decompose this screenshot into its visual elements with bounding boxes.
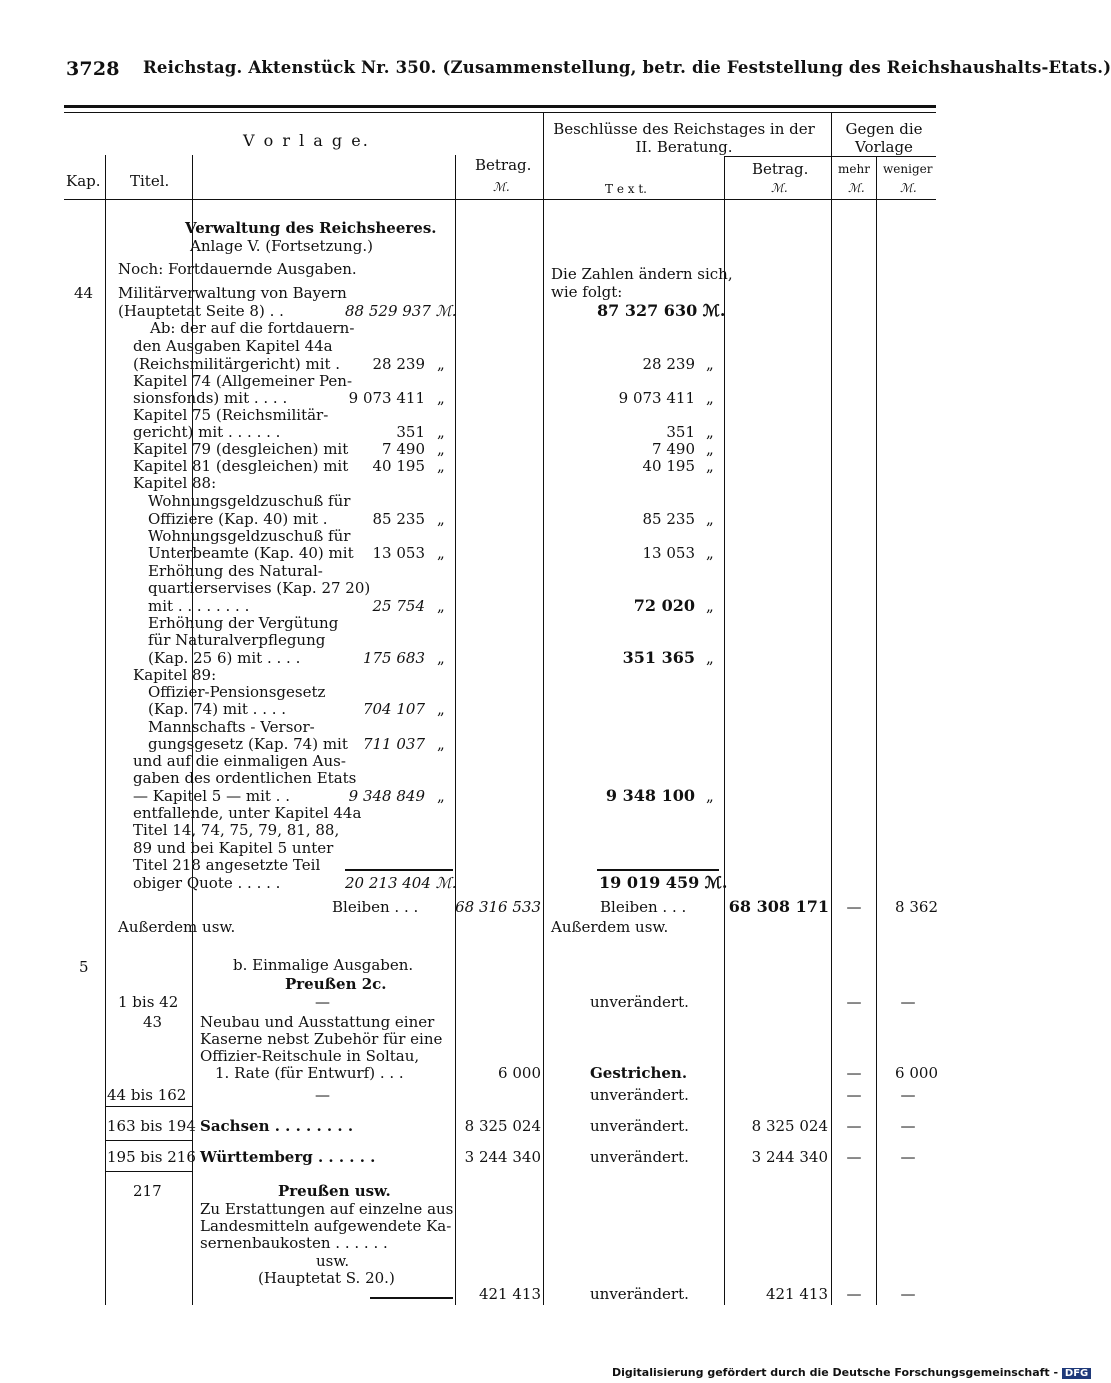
r217-line-4: usw. bbox=[316, 1252, 350, 1270]
ditto: „ bbox=[437, 700, 445, 718]
woh1-beschluss: 85 235 bbox=[642, 510, 695, 528]
k74-vorlage: 9 073 411 bbox=[348, 389, 425, 407]
col-header-betrag2: Betrag. bbox=[752, 160, 809, 178]
kap-44: 44 bbox=[74, 284, 94, 302]
ditto: „ bbox=[706, 544, 714, 562]
header-sub-rule-beschluss bbox=[724, 156, 831, 157]
quote-vorlage: 20 213 404 ℳ. bbox=[345, 874, 457, 892]
ent-line-1: entfallende, unter Kapitel 44a bbox=[133, 804, 362, 822]
ditto: „ bbox=[706, 389, 714, 407]
ditto: „ bbox=[437, 457, 445, 475]
noch-label: Noch: Fortdauernde Ausgaben. bbox=[118, 260, 357, 278]
titel-1-42: 1 bis 42 bbox=[118, 993, 179, 1011]
mann-line-2: gungsgesetz (Kap. 74) mit bbox=[148, 735, 348, 753]
und-line-2: gaben des ordentlichen Etats bbox=[133, 769, 357, 787]
k75-beschluss: 351 bbox=[666, 423, 695, 441]
ditto: „ bbox=[437, 649, 445, 667]
col-header-vorlage: V o r l a g e. bbox=[243, 131, 370, 150]
col-header-mark2: ℳ. bbox=[771, 181, 788, 195]
gegen-line-1: Gegen die bbox=[845, 120, 923, 138]
beschluss-163-194: unverändert. bbox=[590, 1117, 689, 1135]
rmg-label: (Reichsmilitärgericht) mit . bbox=[133, 355, 341, 373]
footer-note bbox=[612, 1366, 1091, 1379]
betrag-163-194: 8 325 024 bbox=[464, 1117, 541, 1135]
erh2-line-3: (Kap. 25 6) mit . . . . bbox=[148, 649, 301, 667]
mehr-163-194: — bbox=[846, 1117, 862, 1135]
gegen-line-2: Vorlage bbox=[855, 138, 913, 156]
titel-163-194: 163 bis 194 bbox=[107, 1117, 196, 1135]
col-header-mark: ℳ. bbox=[493, 180, 510, 194]
erh2-beschluss: 351 365 bbox=[622, 648, 695, 667]
weniger-217: — bbox=[900, 1285, 916, 1303]
erh2-line-2: für Naturalverpflegung bbox=[148, 631, 326, 649]
top-rule-thin bbox=[64, 112, 936, 113]
woh1-line-2: Offiziere (Kap. 40) mit . bbox=[148, 510, 328, 528]
beschluss-1-42: unverändert. bbox=[590, 993, 689, 1011]
ditto: „ bbox=[437, 544, 445, 562]
erh2-line-1: Erhöhung der Vergütung bbox=[148, 614, 339, 632]
titel-195-216: 195 bis 216 bbox=[107, 1148, 196, 1166]
erh1-beschluss: 72 020 bbox=[633, 596, 695, 615]
mann-vorlage: 711 037 bbox=[362, 735, 425, 753]
ditto: „ bbox=[706, 457, 714, 475]
r217-line-5: (Hauptetat S. 20.) bbox=[258, 1269, 395, 1287]
col-header-beschluesse bbox=[546, 120, 822, 156]
erh1-line-1: Erhöhung des Natural- bbox=[148, 562, 323, 580]
bleiben-label: Bleiben . . . bbox=[332, 898, 419, 916]
row-rule bbox=[106, 1140, 193, 1141]
und-line-1: und auf die einmaligen Aus- bbox=[133, 752, 346, 770]
k89-label: Kapitel 89: bbox=[133, 666, 217, 684]
k79-label: Kapitel 79 (desgleichen) mit bbox=[133, 440, 349, 458]
ditto: „ bbox=[437, 423, 445, 441]
erh1-line-3: mit . . . . . . . . bbox=[148, 597, 250, 615]
einmalige-heading: b. Einmalige Ausgaben. bbox=[233, 956, 414, 974]
weniger-44-162: — bbox=[900, 1086, 916, 1104]
weniger-1-42: — bbox=[900, 993, 916, 1011]
header-bottom-rule bbox=[64, 199, 936, 200]
text-195-216: Württemberg . . . . . . bbox=[200, 1148, 376, 1166]
k74-line-2: sionsfonds) mit . . . . bbox=[133, 389, 288, 407]
mann-line-1: Mannschafts - Versor- bbox=[148, 718, 315, 736]
woh2-line-1: Wohnungsgeldzuschuß für bbox=[148, 527, 351, 545]
woh1-line-1: Wohnungsgeldzuschuß für bbox=[148, 492, 351, 510]
ditto: „ bbox=[706, 597, 714, 615]
bleiben-vorlage: 68 316 533 bbox=[455, 898, 541, 916]
mehr-1-42: — bbox=[846, 993, 862, 1011]
beschluesse-line-2: II. Beratung. bbox=[635, 138, 733, 156]
weniger-195-216: — bbox=[900, 1148, 916, 1166]
zahlen-line-1: Die Zahlen ändern sich, bbox=[551, 265, 733, 283]
col-header-gegen bbox=[834, 120, 934, 156]
k88-label: Kapitel 88: bbox=[133, 474, 217, 492]
off-line-2: (Kap. 74) mit . . . . bbox=[148, 700, 287, 718]
col-header-titel: Titel. bbox=[130, 172, 170, 190]
betrag2-195-216: 3 244 340 bbox=[751, 1148, 828, 1166]
woh2-line-2: Unterbeamte (Kap. 40) mit bbox=[148, 544, 354, 562]
r43-line-1: Neubau und Ausstattung einer bbox=[200, 1013, 435, 1031]
mehr-44-162: — bbox=[846, 1086, 862, 1104]
weniger-163-194: — bbox=[900, 1117, 916, 1135]
erh2-vorlage: 175 683 bbox=[362, 649, 425, 667]
col-header-text: T e x t. bbox=[605, 182, 647, 196]
ditto: „ bbox=[706, 649, 714, 667]
r217-rule bbox=[370, 1297, 453, 1299]
quote-beschluss: 19 019 459 ℳ. bbox=[599, 873, 728, 892]
r217-line-3: sernenbaukosten . . . . . . bbox=[200, 1234, 388, 1252]
col-header-kap: Kap. bbox=[66, 172, 101, 190]
ab-line-1: Ab: der auf die fortdauern- bbox=[150, 319, 355, 337]
col-header-mark4: ℳ. bbox=[900, 181, 917, 195]
betrag-217: 421 413 bbox=[478, 1285, 541, 1303]
text-1-42: — bbox=[315, 993, 330, 1011]
rmg-beschluss: 28 239 bbox=[642, 355, 695, 373]
und-vorlage: 9 348 849 bbox=[348, 787, 425, 805]
top-rule-thick bbox=[64, 105, 936, 108]
zahlen-line-2: wie folgt: bbox=[551, 283, 623, 301]
k74-beschluss: 9 073 411 bbox=[618, 389, 695, 407]
page-title: Reichstag. Aktenstück Nr. 350. (Zusammenstellung, betr. die Feststellung des Reichshaushalts-Etats.) bbox=[143, 58, 1111, 77]
ausserdem-vorlage: Außerdem usw. bbox=[118, 918, 236, 936]
betrag-43: 6 000 bbox=[498, 1064, 541, 1082]
beschluss-217: unverändert. bbox=[590, 1285, 689, 1303]
titel-217: 217 bbox=[133, 1182, 162, 1200]
ditto: „ bbox=[437, 735, 445, 753]
rmg-vorlage: 28 239 bbox=[372, 355, 425, 373]
woh2-vorlage: 13 053 bbox=[372, 544, 425, 562]
header-sub-rule-gegen bbox=[832, 156, 936, 157]
zahlen-amount: 87 327 630 ℳ. bbox=[597, 301, 726, 320]
r217-line-2: Landesmitteln aufgewendete Ka- bbox=[200, 1217, 452, 1235]
kap-5: 5 bbox=[79, 958, 89, 976]
row-rule bbox=[106, 1106, 193, 1107]
ditto: „ bbox=[706, 440, 714, 458]
k75-vorlage: 351 bbox=[396, 423, 425, 441]
ditto: „ bbox=[706, 787, 714, 805]
k79-beschluss: 7 490 bbox=[652, 440, 695, 458]
titel-43: 43 bbox=[143, 1013, 163, 1031]
section-heading: Verwaltung des Reichsheeres. bbox=[185, 219, 437, 237]
ausserdem-beschluss: Außerdem usw. bbox=[551, 918, 669, 936]
beschluesse-line-1: Beschlüsse des Reichstages in der bbox=[553, 120, 815, 138]
anlage-label: Anlage V. (Fortsetzung.) bbox=[190, 237, 373, 255]
mehr-195-216: — bbox=[846, 1148, 862, 1166]
ditto: „ bbox=[706, 355, 714, 373]
beschluss-43: Gestrichen. bbox=[590, 1064, 688, 1082]
r43-line-2: Kaserne nebst Zubehör für eine bbox=[200, 1030, 443, 1048]
preussen-heading: Preußen 2c. bbox=[285, 975, 387, 993]
und-beschluss: 9 348 100 bbox=[605, 786, 695, 805]
bleiben-beschluss: 68 308 171 bbox=[728, 897, 829, 916]
k79-vorlage: 7 490 bbox=[382, 440, 425, 458]
ditto: „ bbox=[706, 510, 714, 528]
mil-line-1: Militärverwaltung von Bayern bbox=[118, 284, 347, 302]
beschluss-44-162: unverändert. bbox=[590, 1086, 689, 1104]
ditto: „ bbox=[437, 355, 445, 373]
col-header-betrag: Betrag. bbox=[475, 156, 532, 174]
ditto: „ bbox=[437, 787, 445, 805]
bleiben-label-2: Bleiben . . . bbox=[600, 898, 687, 916]
erh1-line-2: quartierservises (Kap. 27 20) bbox=[148, 579, 371, 597]
text-163-194: Sachsen . . . . . . . . bbox=[200, 1117, 354, 1135]
k75-line-2: gericht) mit . . . . . . bbox=[133, 423, 281, 441]
off-vorlage: 704 107 bbox=[362, 700, 425, 718]
ditto: „ bbox=[437, 597, 445, 615]
col-header-mark3: ℳ. bbox=[848, 181, 865, 195]
col-line-mehr bbox=[876, 156, 877, 1305]
footer-text: Digitalisierung gefördert durch die Deutsche Forschungsgemeinschaft - bbox=[612, 1366, 1059, 1379]
k81-beschluss: 40 195 bbox=[642, 457, 695, 475]
ditto: „ bbox=[437, 389, 445, 407]
col-header-weniger: weniger bbox=[883, 162, 933, 176]
page-number: 3728 bbox=[66, 58, 120, 80]
col-line-kap bbox=[105, 155, 106, 1305]
bleiben-mehr: — bbox=[846, 898, 862, 916]
k81-vorlage: 40 195 bbox=[372, 457, 425, 475]
ditto: „ bbox=[437, 510, 445, 528]
und-line-3: — Kapitel 5 — mit . . bbox=[133, 787, 290, 805]
text-44-162: — bbox=[315, 1086, 330, 1104]
r217-line-1: Zu Erstattungen auf einzelne aus bbox=[200, 1200, 454, 1218]
ent-line-3: 89 und bei Kapitel 5 unter bbox=[133, 839, 334, 857]
ditto: „ bbox=[706, 423, 714, 441]
k81-label: Kapitel 81 (desgleichen) mit bbox=[133, 457, 349, 475]
woh1-vorlage: 85 235 bbox=[372, 510, 425, 528]
ent-line-5: obiger Quote . . . . . bbox=[133, 874, 281, 892]
erh1-vorlage: 25 754 bbox=[372, 597, 425, 615]
mil-amount: 88 529 937 ℳ. bbox=[345, 302, 457, 320]
woh2-beschluss: 13 053 bbox=[642, 544, 695, 562]
titel-44-162: 44 bis 162 bbox=[107, 1086, 187, 1104]
ent-line-2: Titel 14, 74, 75, 79, 81, 88, bbox=[133, 821, 340, 839]
sum-rule-vorlage bbox=[345, 869, 453, 871]
k75-line-1: Kapitel 75 (Reichsmilitär- bbox=[133, 406, 329, 424]
mehr-43: — bbox=[846, 1064, 862, 1082]
r43-line-4: 1. Rate (für Entwurf) . . . bbox=[215, 1064, 404, 1082]
beschluss-195-216: unverändert. bbox=[590, 1148, 689, 1166]
k74-line-1: Kapitel 74 (Allgemeiner Pen- bbox=[133, 372, 353, 390]
betrag-195-216: 3 244 340 bbox=[464, 1148, 541, 1166]
off-line-1: Offizier-Pensionsgesetz bbox=[148, 683, 326, 701]
col-header-mehr: mehr bbox=[838, 162, 870, 176]
row-rule bbox=[106, 1171, 193, 1172]
betrag2-217: 421 413 bbox=[765, 1285, 828, 1303]
dfg-logo: DFG bbox=[1062, 1368, 1091, 1379]
mehr-217: — bbox=[846, 1285, 862, 1303]
ent-line-4: Titel 218 angesetzte Teil bbox=[133, 856, 321, 874]
bleiben-weniger: 8 362 bbox=[895, 898, 938, 916]
r43-line-3: Offizier-Reitschule in Soltau, bbox=[200, 1047, 420, 1065]
ditto: „ bbox=[437, 440, 445, 458]
r217-heading: Preußen usw. bbox=[278, 1182, 391, 1200]
sum-rule-beschluss bbox=[597, 869, 719, 871]
col-line-betrag bbox=[543, 113, 544, 1305]
betrag2-163-194: 8 325 024 bbox=[751, 1117, 828, 1135]
weniger-43: 6 000 bbox=[895, 1064, 938, 1082]
ab-line-2: den Ausgaben Kapitel 44a bbox=[133, 337, 333, 355]
mil-line-2: (Hauptetat Seite 8) . . bbox=[118, 302, 284, 320]
